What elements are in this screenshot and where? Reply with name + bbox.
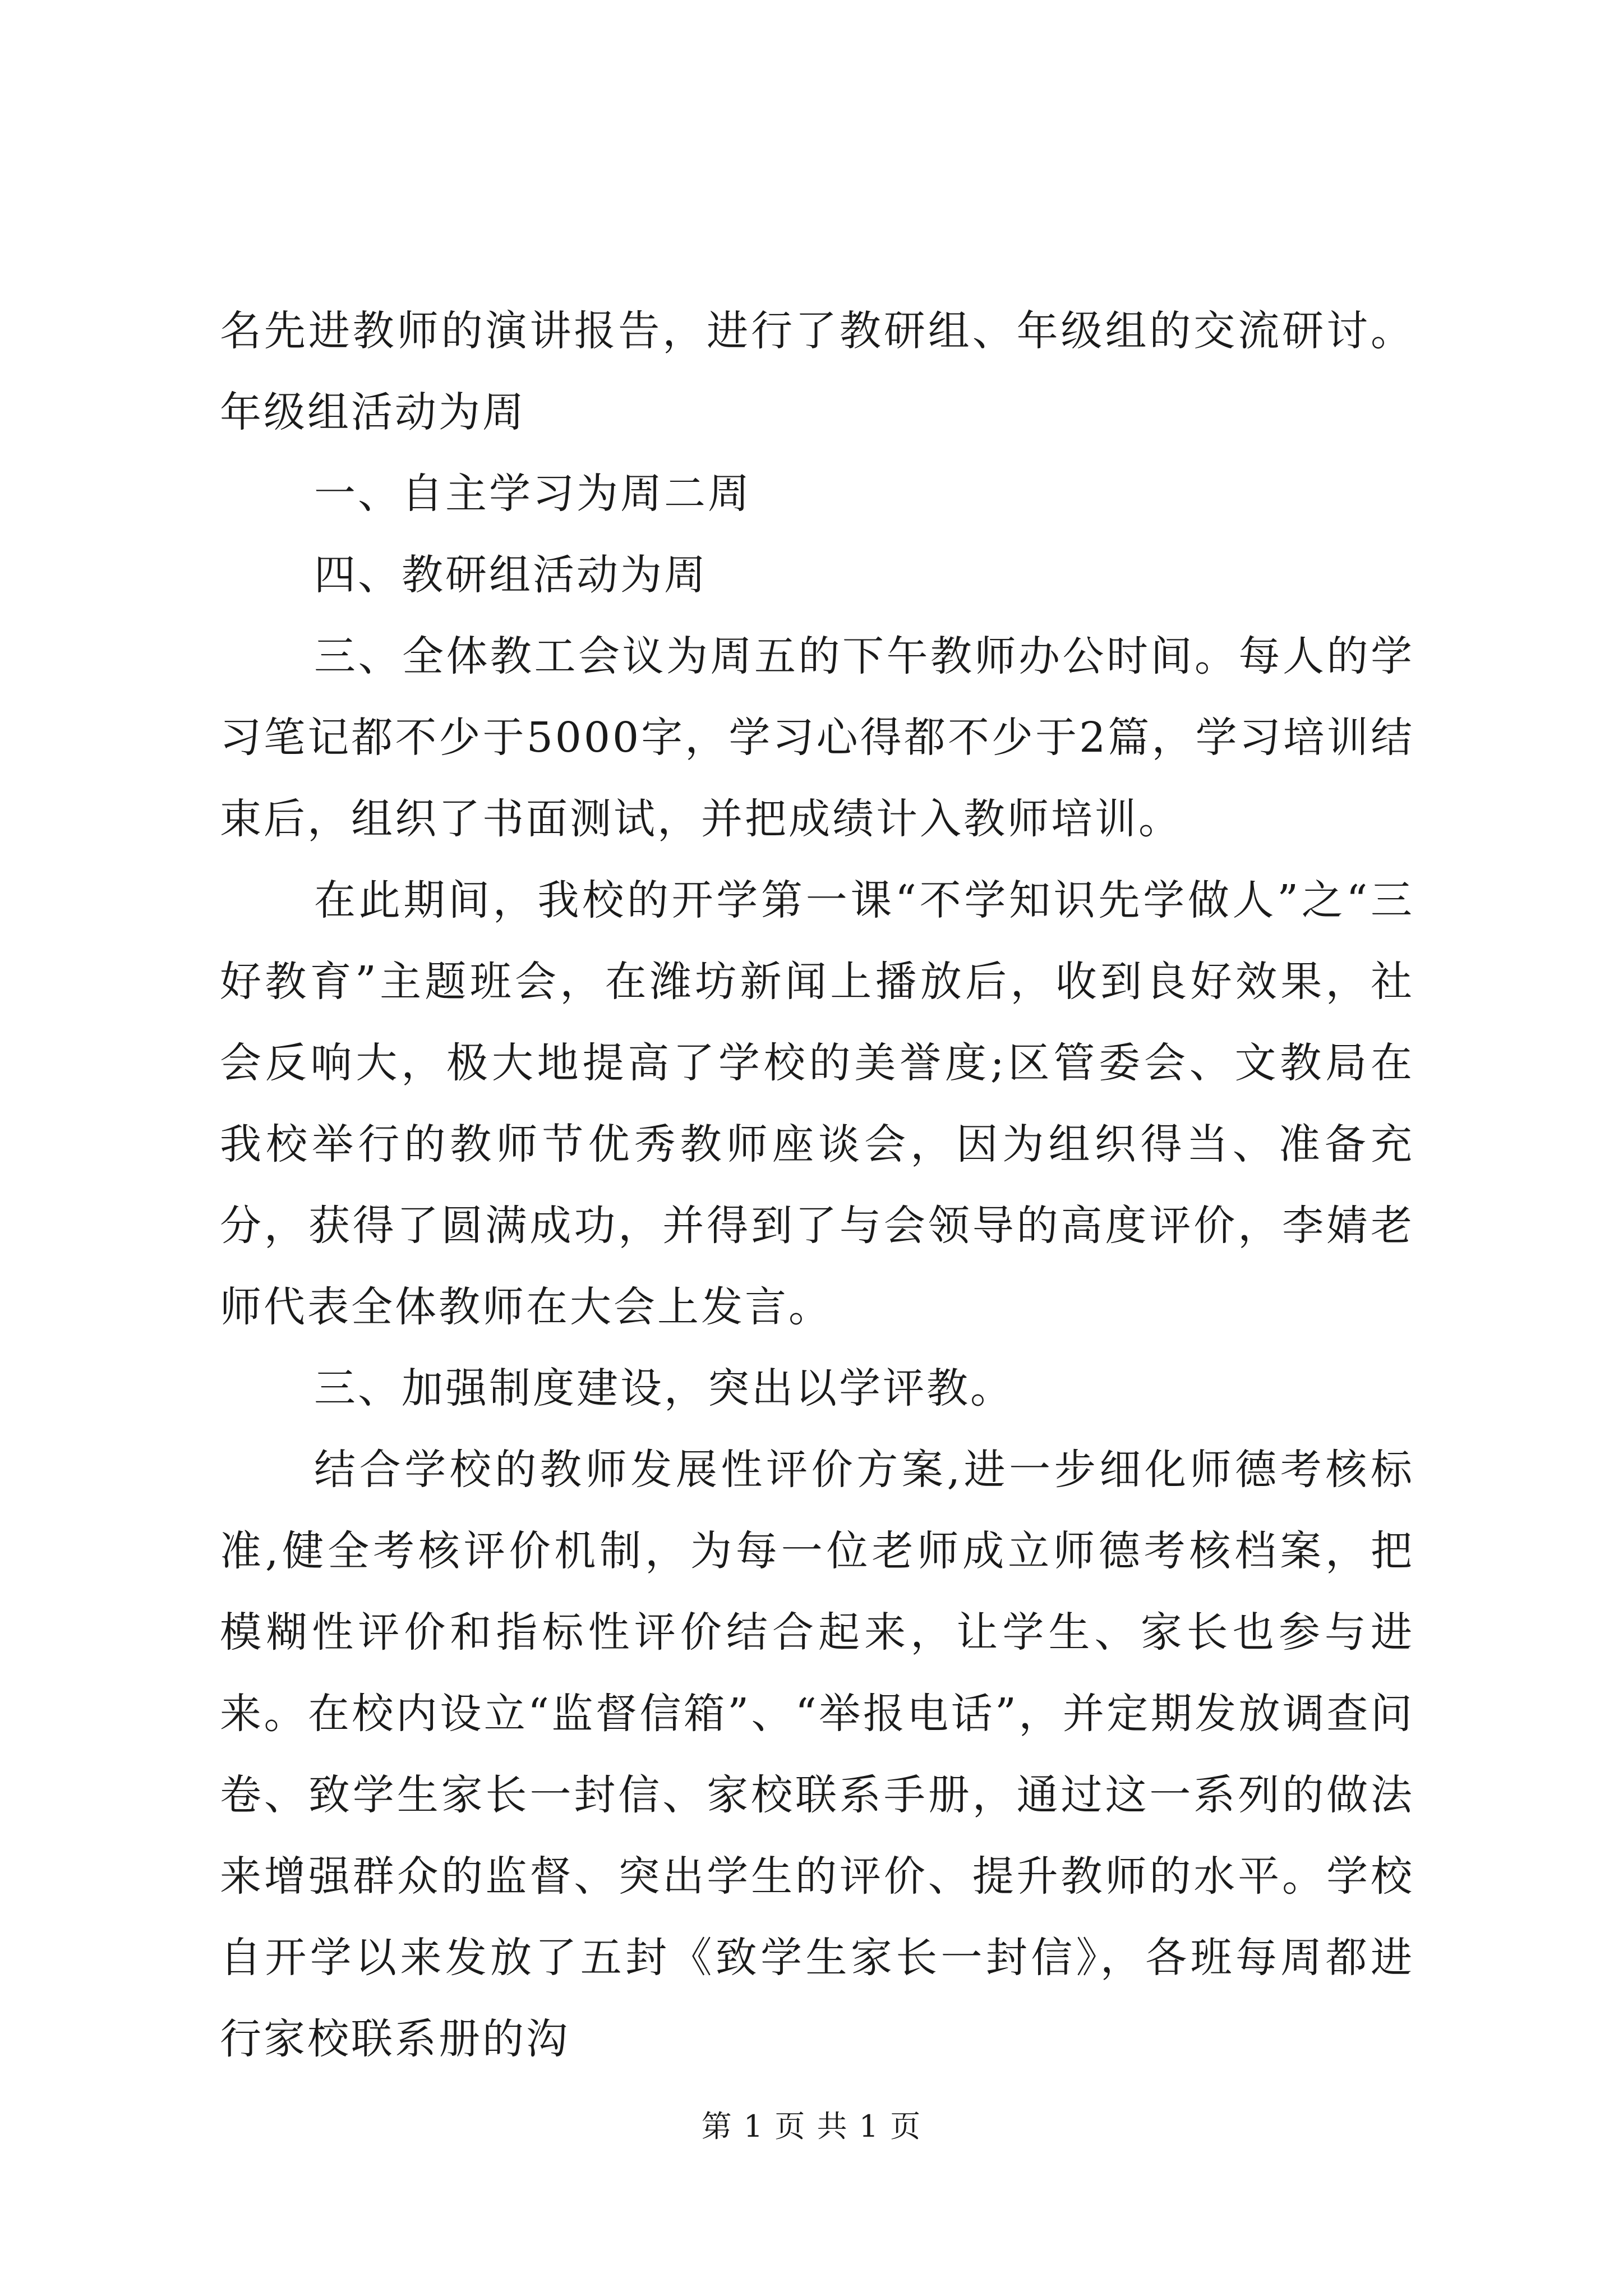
page-number-footer: 第 1 页 共 1 页 bbox=[701, 2109, 922, 2144]
paragraph-5: 在此期间，我校的开学第一课“不学知识先学做人”之“三好教育”主题班会，在潍坊新闻上播放后，收到良好效果，社会反响大，极大地提高了学校的美誉度;区管委会、文教局在我校举行的教师节优秀教师座谈会，因为组织得当、准备充分，获得了圆满成功，并得到了与会领导的高度评价，李婧老师代表全体教师在大会上发言。 bbox=[220, 876, 1414, 1331]
paragraph-7: 结合学校的教师发展性评价方案,进一步细化师德考核标准,健全考核评价机制，为每一位老师成立师德考核档案，把模糊性评价和指标性评价结合起来，让学生、家长也参与进来。在校内设立“监督信箱”、“举报电话”，并定期发放调查问卷、致学生家长一封信、家校联系手册，通过这一系列的做法来增强群众的监督、突出学生的评价、提升教师的水平。学校自开学以来发放了五封《致学生家长一封信》，各班每周都进行家校联系册的沟 bbox=[220, 1446, 1414, 2063]
paragraph-6: 三、加强制度建设，突出以学评教。 bbox=[314, 1364, 1014, 1412]
document-body bbox=[220, 291, 1414, 2080]
paragraph-2: 一、自主学习为周二周 bbox=[314, 470, 751, 518]
paragraph-3: 四、教研组活动为周 bbox=[314, 551, 708, 599]
paragraph-4: 三、全体教工会议为周五的下午教师办公时间。每人的学习笔记都不少于5000字，学习心得都不少于2篇，学习培训结束后，组织了书面测试，并把成绩计入教师培训。 bbox=[220, 632, 1414, 843]
paragraph-1: 名先进教师的演讲报告，进行了教研组、年级组的交流研讨。年级组活动为周 bbox=[220, 307, 1414, 436]
